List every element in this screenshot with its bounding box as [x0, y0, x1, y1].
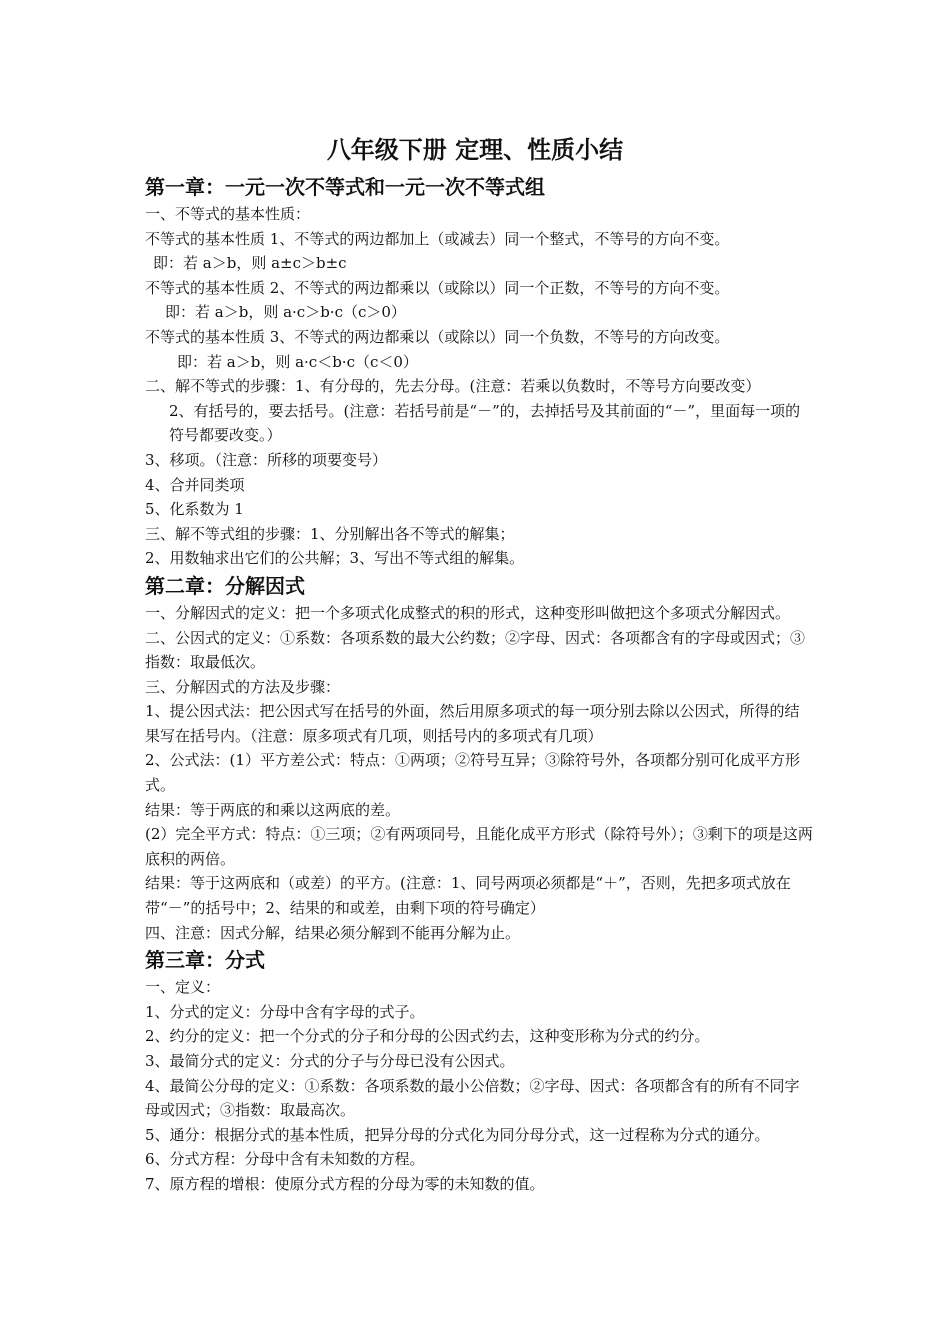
paragraph: 二、解不等式的步骤：1、有分母的，先去分母。(注意：若乘以负数时，不等号方向要改变）: [145, 377, 761, 396]
paragraph: 1、提公因式法：把公因式写在括号的外面，然后用原多项式的每一项分别去除以公因式，所得的结果写在括号内。（注意：原多项式有几项，则括号内的多项式有几项）: [145, 702, 800, 745]
paragraph: 二、公因式的定义：①系数：各项系数的最大公约数；②字母、因式：各项都含有的字母或因式；③指数：取最低次。: [145, 628, 806, 672]
paragraph: (2）完全平方式：特点：①三项；②有两项同号，且能化成平方形式（除符号外）；③剩下的项是这两底积的两倍。: [145, 825, 813, 868]
paragraph: 2、有括号的，要去括号。(注意：若括号前是“－”的，去掉括号及其前面的“－”，里面每一项的符号都要改变。）: [169, 401, 801, 445]
paragraph: 不等式的基本性质 3、不等式的两边都乘以（或除以）同一个负数，不等号的方向改变。: [145, 327, 730, 346]
chapter-1-heading: 第一章：一元一次不等式和一元一次不等式组: [145, 175, 545, 199]
paragraph: 即：若 a＞b，则 a±c＞b±c: [153, 254, 347, 273]
paragraph: 1、分式的定义：分母中含有字母的式子。: [145, 1002, 425, 1021]
paragraph: 2、用数轴求出它们的公共解；3、写出不等式组的解集。: [145, 549, 525, 568]
paragraph: 结果：等于两底的和乘以这两底的差。: [145, 800, 401, 819]
paragraph: 不等式的基本性质 2、不等式的两边都乘以（或除以）同一个正数，不等号的方向不变。: [145, 278, 730, 297]
paragraph: 一、分解因式的定义：把一个多项式化成整式的积的形式，这种变形叫做把这个多项式分解因式。: [145, 603, 791, 622]
paragraph: 5、通分：根据分式的基本性质，把异分母的分式化为同分母分式，这一过程称为分式的通分。: [145, 1125, 770, 1144]
paragraph: 三、分解因式的方法及步骤：: [145, 677, 341, 696]
paragraph: 一、定义：: [145, 978, 221, 997]
chapter-2-heading: 第二章：分解因式: [145, 573, 305, 598]
paragraph: 即：若 a＞b，则 a·c＞b·c（c＞0）: [165, 303, 406, 322]
paragraph: 3、最简分式的定义：分式的分子与分母已没有公因式。: [145, 1052, 515, 1070]
paragraph: 即：若 a＞b，则 a·c＜b·c（c＜0）: [177, 352, 418, 371]
paragraph: 4、合并同类项: [145, 475, 245, 494]
paragraph: 3、移项。（注意：所移的项要变号）: [145, 450, 388, 469]
paragraph: 2、公式法：(1）平方差公式：特点：①两项；②符号互异；③除符号外，各项都分别可化成平方形式。: [145, 751, 800, 795]
paragraph: 结果：等于这两底和（或差）的平方。(注意：1、同号两项必须都是“＋”，否则，先把多项式放在带“－”的括号中；2、结果的和或差，由剩下项的符号确定）: [145, 874, 791, 918]
document-body: [145, 172, 813, 1197]
paragraph: 三、解不等式组的步骤：1、分别解出各不等式的解集；: [145, 524, 515, 543]
chapter-3-heading: 第三章：分式: [145, 948, 265, 973]
paragraph: 7、原方程的增根：使原分式方程的分母为零的未知数的值。: [145, 1174, 545, 1193]
paragraph: 5、化系数为 1: [145, 500, 244, 519]
paragraph: 一、不等式的基本性质：: [145, 205, 311, 223]
paragraph: 4、最简公分母的定义：①系数：各项系数的最小公倍数；②字母、因式：各项都含有的所有不同字母或因式；③指数：取最高次。: [145, 1076, 800, 1120]
document-title: 八年级下册 定理、性质小结: [326, 136, 624, 164]
paragraph: 6、分式方程：分母中含有未知数的方程。: [145, 1150, 425, 1169]
paragraph: 不等式的基本性质 1、不等式的两边都加上（或减去）同一个整式，不等号的方向不变。: [145, 229, 730, 248]
paragraph: 2、约分的定义：把一个分式的分子和分母的公因式约去，这种变形称为分式的约分。: [145, 1027, 710, 1046]
paragraph: 四、注意：因式分解，结果必须分解到不能再分解为止。: [145, 923, 521, 942]
